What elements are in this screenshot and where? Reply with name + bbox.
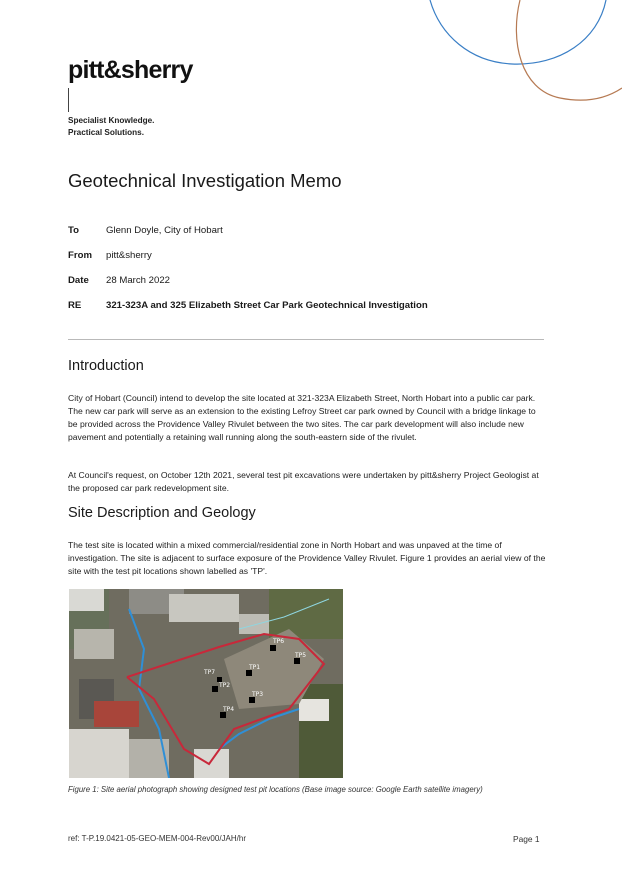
- decorative-arcs: [0, 0, 622, 110]
- company-tagline: [68, 115, 154, 139]
- field-label: Date: [68, 275, 89, 286]
- introduction-paragraph-1: City of Hobart (Council) intend to develop the site located at 321-323A Elizabeth Street, North Hobart into a public car park. The new car park will serve as an extension to the existing Lefroy Street car park owned by Council with a bridge linkage to be provided across the Providence Valley Rivulet between the two sites. The car park development will also include new pavement and potentially a retaining wall running along the south-eastern side of the rivulet.: [68, 393, 536, 442]
- tp-label: TP6: [273, 638, 285, 645]
- field-value: Glenn Doyle, City of Hobart: [106, 225, 223, 236]
- site-aerial-photograph: [69, 589, 343, 778]
- aerial-image: [69, 589, 343, 778]
- field-label: To: [68, 225, 80, 236]
- field-label: RE: [68, 300, 82, 311]
- tp-label: TP4: [223, 706, 235, 713]
- tagline-line-2: Practical Solutions.: [68, 128, 144, 137]
- field-label: From: [68, 250, 92, 261]
- field-value: 321-323A and 325 Elizabeth Street Car Park Geotechnical Investigation: [106, 300, 428, 311]
- document-reference: ref: T-P.19.0421-05-GEO-MEM-004-Rev00/JAH/hr: [68, 834, 246, 843]
- brown-arc: [516, 0, 622, 100]
- tp-label: TP2: [219, 682, 231, 689]
- page-number: Page 1: [513, 834, 540, 844]
- introduction-paragraph-2: At Council's request, on October 12th 2021, several test pit excavations were undertaken by pitt&sherry Project Geologist at the proposed car park redevelopment site.: [68, 470, 539, 493]
- field-value: pitt&sherry: [106, 250, 152, 261]
- logo-divider: [68, 88, 69, 112]
- tp-label: TP3: [252, 691, 264, 698]
- tp-label: TP1: [249, 664, 261, 671]
- tagline-line-1: Specialist Knowledge.: [68, 116, 155, 125]
- tp-label: TP7: [204, 669, 216, 676]
- site-description-heading: Site Description and Geology: [68, 505, 256, 521]
- section-divider: [68, 339, 544, 340]
- introduction-heading: Introduction: [68, 358, 144, 374]
- site-description-paragraph: The test site is located within a mixed commercial/residential zone in North Hobart and was unpaved at the time of investigation. The site is adjacent to surface exposure of the Providence Valley Rivulet. Figure 1 provides an aerial view of the site with the test pit locations shown labelled as 'TP'.: [68, 540, 546, 576]
- memo-title: Geotechnical Investigation Memo: [68, 170, 342, 191]
- figure-caption: Figure 1: Site aerial photograph showing designed test pit locations (Base image source: Google Earth satellite imagery): [68, 785, 483, 794]
- company-logo: pitt&sherry: [68, 56, 193, 84]
- tp-label: TP5: [295, 652, 307, 659]
- field-value: 28 March 2022: [106, 275, 170, 286]
